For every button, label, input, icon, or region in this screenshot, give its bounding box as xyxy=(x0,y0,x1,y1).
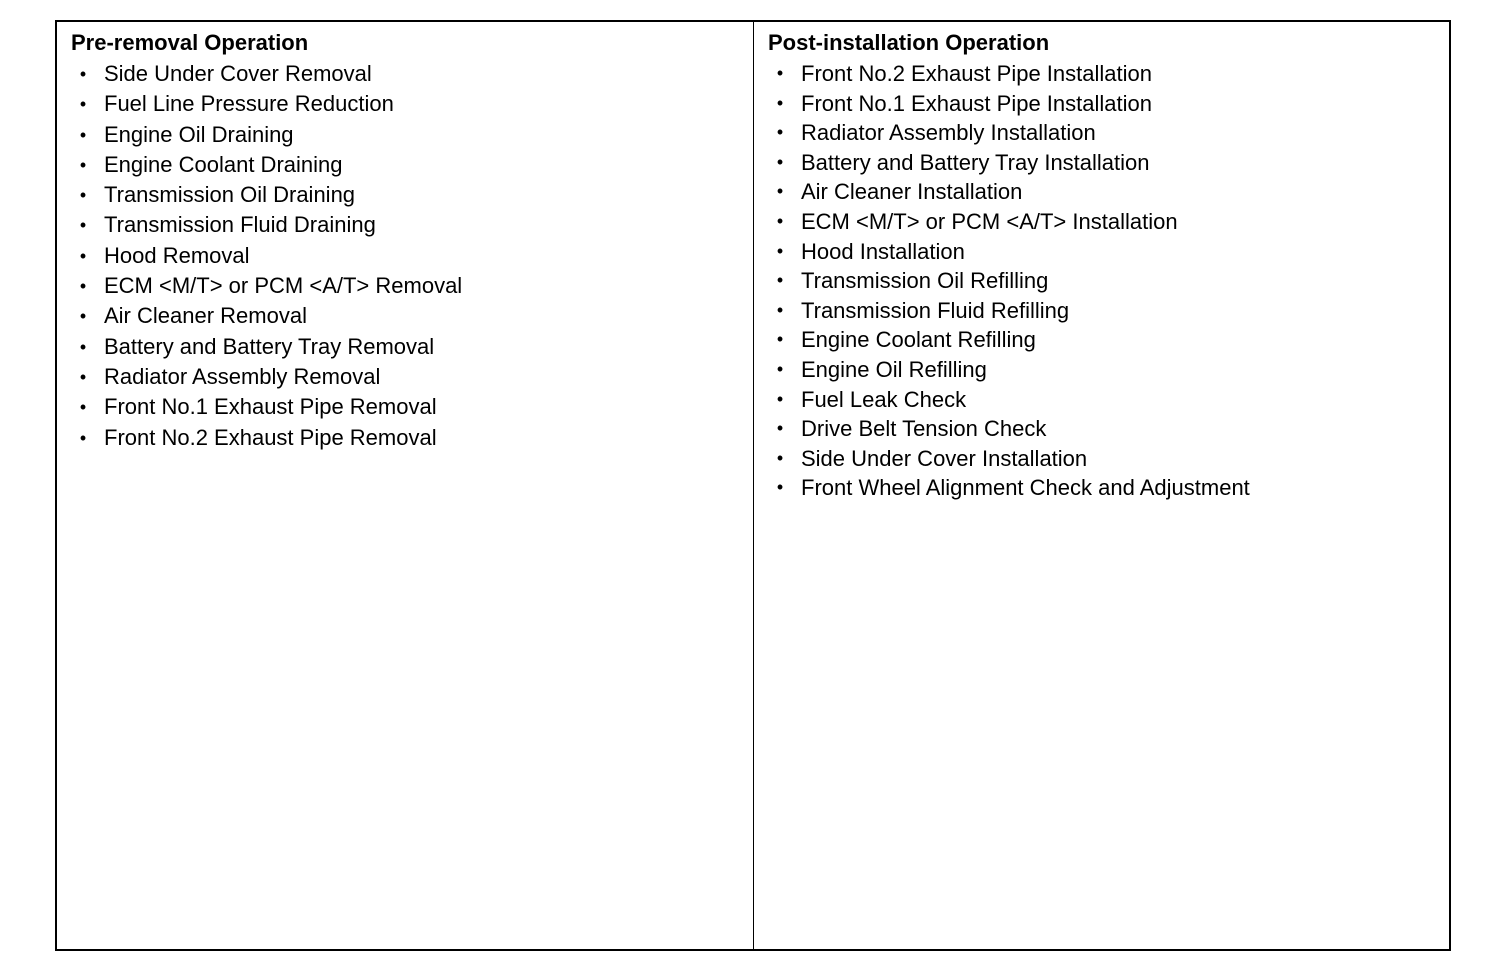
bullet-icon: • xyxy=(79,366,87,387)
list-item-label: Radiator Assembly Installation xyxy=(801,120,1096,146)
bullet-icon: • xyxy=(776,447,784,468)
list-item-label: Engine Coolant Draining xyxy=(104,151,343,177)
list-item xyxy=(71,150,753,180)
bullet-icon: • xyxy=(776,151,784,172)
list-item-label: Front No.1 Exhaust Pipe Installation xyxy=(801,90,1152,116)
bullet-icon: • xyxy=(776,240,784,261)
list-item xyxy=(768,473,1449,503)
pre-removal-heading: Pre-removal Operation xyxy=(71,30,309,55)
post-installation-column xyxy=(754,22,1449,949)
list-item xyxy=(71,241,753,271)
bullet-icon: • xyxy=(79,64,87,84)
list-item-label: Front No.2 Exhaust Pipe Removal xyxy=(104,424,437,450)
list-item xyxy=(768,355,1449,385)
list-item-label: Side Under Cover Removal xyxy=(104,61,372,86)
list-item xyxy=(71,271,753,301)
bullet-icon: • xyxy=(79,336,87,357)
list-item xyxy=(768,89,1449,119)
bullet-icon: • xyxy=(79,306,87,327)
list-item-label: ECM <M/T> or PCM <A/T> Installation xyxy=(801,208,1178,234)
list-item-label: Air Cleaner Installation xyxy=(801,179,1023,205)
bullet-icon: • xyxy=(79,427,87,448)
list-item xyxy=(768,207,1449,237)
bullet-icon: • xyxy=(776,270,784,291)
bullet-icon: • xyxy=(776,63,784,83)
list-item xyxy=(768,296,1449,326)
operations-table xyxy=(55,20,1451,951)
list-item-label: Front No.2 Exhaust Pipe Installation xyxy=(801,61,1152,86)
list-item-label: Battery and Battery Tray Installation xyxy=(801,149,1150,175)
bullet-icon: • xyxy=(79,397,87,418)
list-item-label: Fuel Leak Check xyxy=(801,386,967,412)
bullet-icon: • xyxy=(776,92,784,113)
list-item xyxy=(71,301,753,331)
list-item-label: Side Under Cover Installation xyxy=(801,445,1088,471)
bullet-icon: • xyxy=(79,245,87,266)
list-item-label: Engine Oil Refilling xyxy=(801,356,987,382)
list-item xyxy=(768,444,1449,474)
list-item-label: Battery and Battery Tray Removal xyxy=(104,333,435,359)
list-item-label: Hood Removal xyxy=(104,242,250,268)
list-item-label: Hood Installation xyxy=(801,238,965,264)
list-item xyxy=(768,118,1449,148)
list-item xyxy=(71,423,753,453)
list-item xyxy=(71,59,753,89)
list-item-label: Air Cleaner Removal xyxy=(104,303,307,329)
list-item-label: Transmission Fluid Refilling xyxy=(801,297,1070,323)
list-item-label: Transmission Fluid Draining xyxy=(104,212,376,238)
bullet-icon: • xyxy=(776,181,784,202)
bullet-icon: • xyxy=(79,124,87,145)
list-item-label: ECM <M/T> or PCM <A/T> Removal xyxy=(104,273,463,299)
bullet-icon: • xyxy=(776,388,784,409)
list-item-label: Fuel Line Pressure Reduction xyxy=(104,91,394,117)
list-item-label: Front Wheel Alignment Check and Adjustment xyxy=(801,475,1250,501)
list-item-label: Drive Belt Tension Check xyxy=(801,416,1047,442)
bullet-icon: • xyxy=(79,215,87,236)
list-item xyxy=(71,392,753,422)
list-item-label: Engine Oil Draining xyxy=(104,121,294,147)
list-item xyxy=(768,148,1449,178)
post-installation-list xyxy=(768,59,1449,503)
bullet-icon: • xyxy=(79,185,87,206)
list-item xyxy=(768,414,1449,444)
list-item xyxy=(71,362,753,392)
list-item xyxy=(71,332,753,362)
list-item-label: Transmission Oil Refilling xyxy=(801,268,1049,294)
bullet-icon: • xyxy=(79,154,87,175)
pre-removal-column xyxy=(57,22,754,949)
bullet-icon: • xyxy=(776,358,784,379)
list-item xyxy=(768,266,1449,296)
bullet-icon: • xyxy=(776,477,784,498)
list-item xyxy=(71,120,753,150)
pre-removal-list xyxy=(71,59,753,453)
list-item xyxy=(768,237,1449,267)
list-item xyxy=(71,89,753,119)
bullet-icon: • xyxy=(776,418,784,439)
list-item xyxy=(768,177,1449,207)
list-item-label: Engine Coolant Refilling xyxy=(801,327,1036,353)
bullet-icon: • xyxy=(776,122,784,143)
list-item xyxy=(71,180,753,210)
list-item-label: Front No.1 Exhaust Pipe Removal xyxy=(104,394,437,420)
list-item-label: Radiator Assembly Removal xyxy=(104,363,381,389)
bullet-icon: • xyxy=(776,210,784,231)
list-item xyxy=(71,210,753,240)
list-item xyxy=(768,385,1449,415)
post-installation-heading: Post-installation Operation xyxy=(768,30,1050,55)
bullet-icon: • xyxy=(776,329,784,350)
bullet-icon: • xyxy=(776,299,784,320)
bullet-icon: • xyxy=(79,94,87,115)
list-item-label: Transmission Oil Draining xyxy=(104,182,356,208)
list-item xyxy=(768,59,1449,89)
bullet-icon: • xyxy=(79,276,87,297)
list-item xyxy=(768,325,1449,355)
